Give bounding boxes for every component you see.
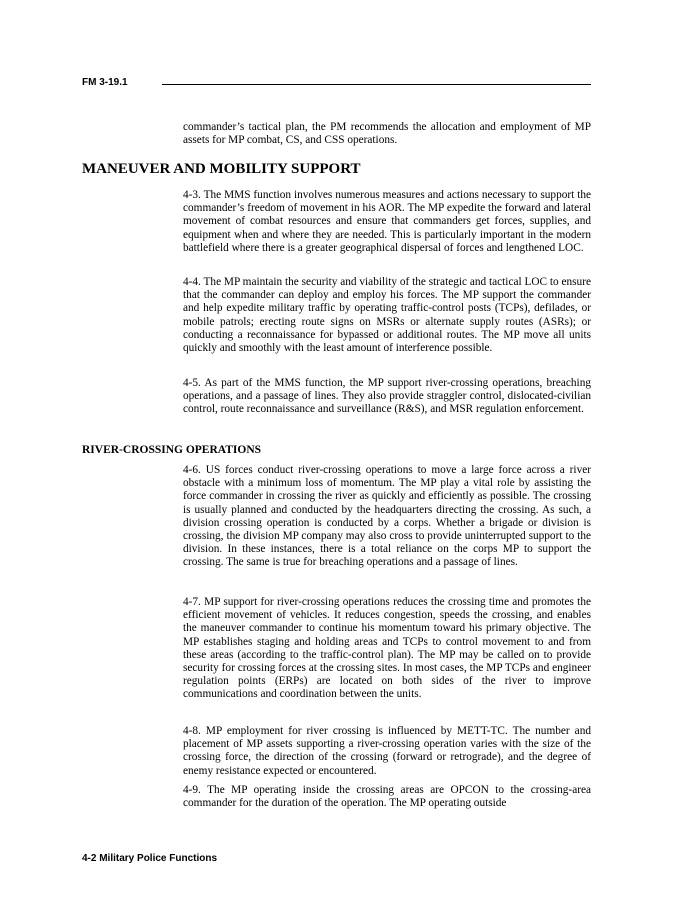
- section-body-b: [183, 276, 591, 355]
- section-heading: MANEUVER AND MOBILITY SUPPORT: [82, 161, 361, 177]
- paragraph-4-8: 4-8. MP employment for river crossing is influenced by METT-TC. The number and placement of MP assets supporting a river-crossing operation varies with the size of the crossing force, the direction of the crossing (forward or retrograde), and the degree of enemy resistance expected or encountered.: [183, 725, 591, 777]
- subsection-heading: RIVER-CROSSING OPERATIONS: [82, 444, 262, 456]
- header-rule: [162, 84, 591, 85]
- paragraph-4-9: 4-9. The MP operating inside the crossing areas are OPCON to the crossing-area commander for the duration of the operation. The MP operating outside: [183, 784, 591, 810]
- page-footer: 4-2 Military Police Functions: [82, 853, 218, 864]
- paragraph-4-6: 4-6. US forces conduct river-crossing operations to move a large force across a river obstacle with a minimum loss of momentum. The MP play a vital role by assisting the force commander in crossing the river as quickly and efficiently as possible. The crossing is usually planned and conducted by the headquarters directing the crossing. As such, a division crossing operation is conducted by a corps. Whether a brigade or division is crossing, the division MP company may also cross to provide uninterrupted support to the division. In these instances, there is a total reliance on the corps MP to support the crossing. The same is true for breaching operations and a passage of lines.: [183, 464, 591, 569]
- section-body-a: [183, 189, 591, 255]
- intro-paragraph: commander’s tactical plan, the PM recommends the allocation and employment of MP assets for MP combat, CS, and CSS operations.: [183, 121, 591, 147]
- subsection-body-b: [183, 596, 591, 702]
- section-body-c: [183, 377, 591, 417]
- subsection-body-d: [183, 784, 591, 810]
- intro-block: [183, 121, 591, 147]
- running-header: FM 3-19.1: [82, 77, 128, 88]
- paragraph-4-4: 4-4. The MP maintain the security and viability of the strategic and tactical LOC to ensure that the commander can deploy and employ his forces. The MP support the commander and help expedite military traffic by operating traffic-control posts (TCPs), defilades, or mobile patrols; erecting route signs on MSRs or alternate supply routes (ASRs); or conducting a reconnaissance for bypassed or additional routes. The MP move all units quickly and smoothly with the least amount of interference possible.: [183, 276, 591, 355]
- paragraph-4-3: 4-3. The MMS function involves numerous measures and actions necessary to support the commander’s freedom of movement in his AOR. The MP expedite the forward and lateral movement of combat resources and ensure that commanders get forces, supplies, and equipment when and where they are needed. This is particularly important in the modern battlefield where there is a greater geographical dispersal of forces and lengthened LOC.: [183, 189, 591, 254]
- paragraph-4-7: 4-7. MP support for river-crossing operations reduces the crossing time and promotes the efficient movement of vehicles. It reduces congestion, speeds the crossing, and enables the maneuver commander to continue his momentum toward his primary objective. The MP establishes staging and holding areas and TCPs to control movement to and from these areas (according to the traffic-control plan). The MP may be called on to provide security for crossing forces at the crossing sites. In most cases, the MP TCPs and engineer regulation points (ERPs) are located on both sides of the river to improve communications and coordination between the units.: [183, 596, 591, 701]
- subsection-body-c: [183, 725, 591, 778]
- paragraph-4-5: 4-5. As part of the MMS function, the MP support river-crossing operations, breaching operations, and a passage of lines. They also provide straggler control, dislocated-civilian control, route reconnaissance and surveillance (R&S), and MSR regulation enforcement.: [183, 377, 591, 416]
- subsection-body-a: [183, 464, 591, 570]
